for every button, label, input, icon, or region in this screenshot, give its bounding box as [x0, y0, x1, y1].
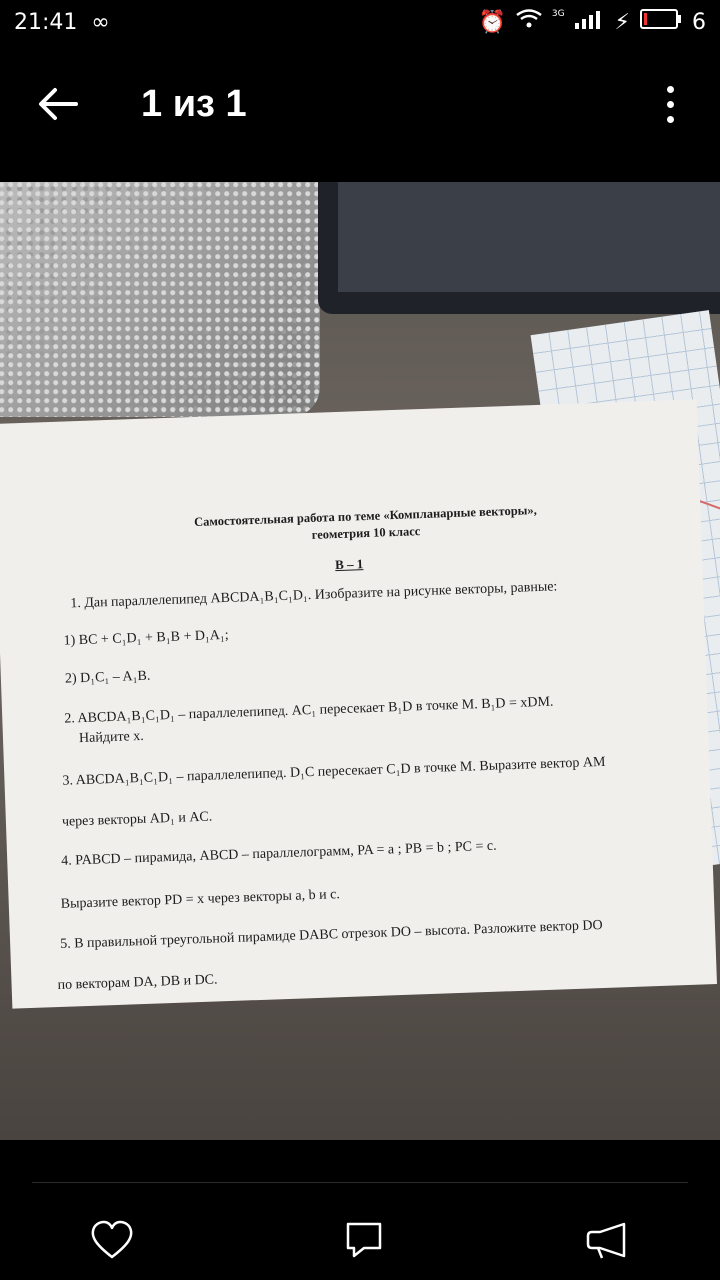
charging-icon: ⚡ — [614, 9, 630, 35]
comment-icon — [344, 1220, 384, 1260]
arrow-left-icon — [38, 87, 78, 121]
task-line: Выразите вектор PD = x через векторы a, b и c. — [60, 887, 341, 912]
more-options-button[interactable] — [650, 76, 690, 132]
battery-icon — [640, 8, 682, 36]
infinity-icon: ∞ — [91, 9, 110, 35]
task-line: 3. ABCDA₁B₁C₁D₁ – параллелепипед. D₁C пересекает C₁D в точке M. Выразите вектор AM — [62, 754, 606, 789]
worksheet-title-line2: геометрия 10 класс — [311, 524, 421, 542]
photo-view[interactable] — [0, 182, 720, 1140]
alarm-icon: ⏰ — [478, 9, 506, 35]
status-time: 21:41 — [14, 9, 78, 35]
bottom-action-bar — [0, 1140, 720, 1280]
task-line: 2) D₁C₁ – A₁B. — [64, 668, 151, 687]
back-button[interactable] — [30, 76, 86, 132]
app-bar — [0, 60, 720, 148]
divider — [32, 1182, 688, 1183]
network-type-label: 3G — [551, 9, 565, 19]
glitter-object — [0, 182, 320, 417]
worksheet-paper — [0, 399, 717, 1008]
task-line: через векторы AD₁ и AC. — [61, 809, 213, 830]
heart-icon — [90, 1220, 134, 1260]
share-icon — [584, 1220, 628, 1260]
comment-button[interactable] — [334, 1210, 394, 1270]
battery-percent: 6 — [692, 9, 706, 35]
task-line: 5. В правильной треугольной пирамиде DABC отрезок DO – высота. Разложите вектор DO — [59, 918, 603, 952]
task-line: Найдите x. — [78, 728, 145, 747]
task-line: по векторам DA, DB и DC. — [57, 972, 218, 994]
status-bar — [0, 0, 720, 44]
laptop-screen — [338, 182, 720, 292]
task-line: 1) BC + C₁D₁ + B₁B + D₁A₁; — [63, 627, 229, 649]
share-button[interactable] — [576, 1210, 636, 1270]
page-counter: 1 из 1 — [141, 82, 247, 125]
like-button[interactable] — [82, 1210, 142, 1270]
wifi-icon — [516, 9, 542, 35]
task-line: 4. PABCD – пирамида, ABCD – параллелограмм, PA = a ; PB = b ; PC = c. — [61, 838, 497, 869]
worksheet-variant: В – 1 — [334, 556, 364, 573]
task-line: 2. ABCDA₁B₁C₁D₁ – параллелепипед. AC₁ пересекает B₁D в точке M. B₁D = xDM. — [64, 694, 554, 727]
worksheet-title-line1: Самостоятельная работа по теме «Компланарные векторы», — [193, 503, 538, 530]
task-line: 1. Дан параллелепипед ABCDA₁B₁C₁D₁. Изобразите на рисунке векторы, равные: — [70, 579, 558, 612]
more-vert-icon — [667, 86, 674, 93]
signal-icon — [575, 9, 605, 35]
worksheet-title — [155, 501, 576, 550]
